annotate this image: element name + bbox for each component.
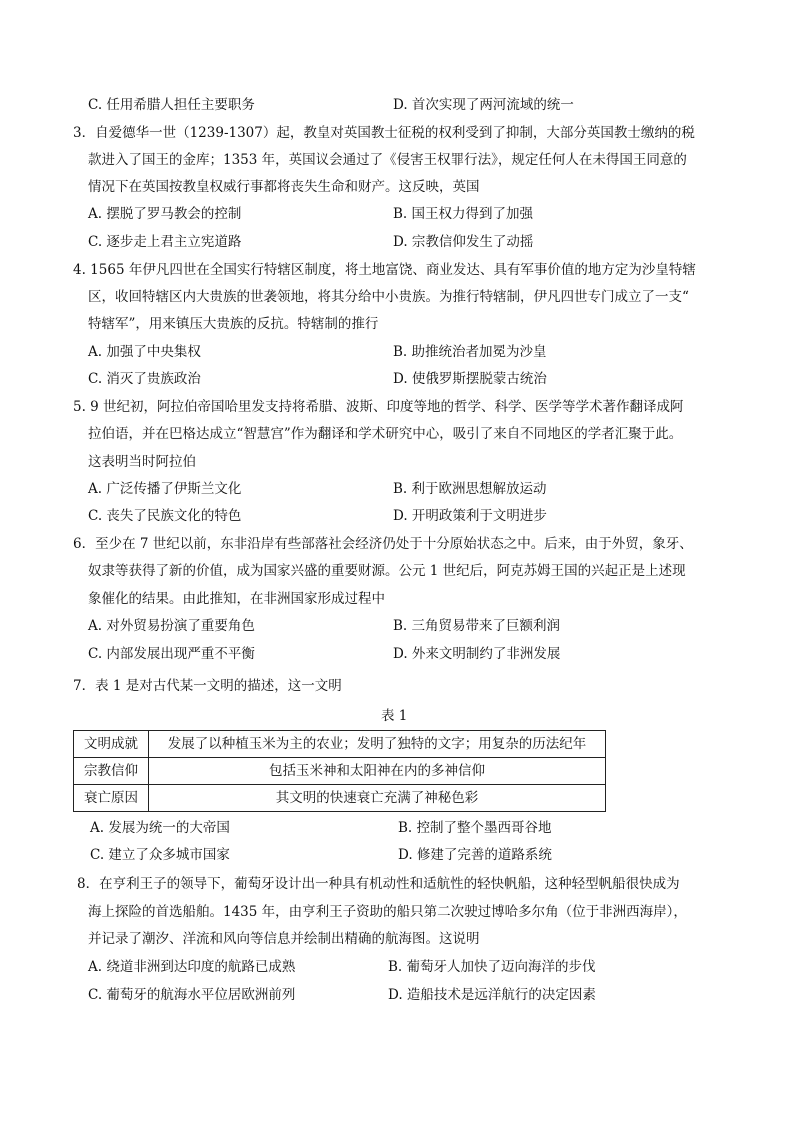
q4-option-d: D. 使俄罗斯摆脱蒙古统治 xyxy=(393,371,547,387)
q2-option-d: D. 首次实现了两河流域的统一 xyxy=(393,97,574,113)
q8-stem-line-1: 8．在亨利王子的领导下，葡萄牙设计出一种具有机动性和适航性的轻快帆船，这种轻型帆船很快成为 xyxy=(77,876,680,892)
q6-stem-line-1: 6．至少在 7 世纪以前，东非沿岸有些部落社会经济仍处于十分原始状态之中。后来，由于外贸，象牙、 xyxy=(73,536,693,552)
q3-option-d: D. 宗教信仰发生了动摇 xyxy=(393,234,534,250)
q6-option-c: C. 内部发展出现严重不平衡 xyxy=(88,646,255,662)
table-row xyxy=(74,758,606,785)
q3-stem-line-2: 款进入了国王的金库；1353 年，英国议会通过了《侵害王权罪行法》，规定任何人在未得国王同意的 xyxy=(88,152,687,168)
q5-option-b: B. 利于欧洲思想解放运动 xyxy=(393,481,547,497)
q4-option-c: C. 消灭了贵族政治 xyxy=(88,371,201,387)
q8-option-c: C. 葡萄牙的航海水平位居欧洲前列 xyxy=(88,987,296,1003)
q7-table xyxy=(73,730,606,812)
q6-stem-line-3: 象催化的结果。由此推知，在非洲国家形成过程中 xyxy=(88,591,385,607)
q4-option-a: A. 加强了中央集权 xyxy=(88,344,201,360)
table-row xyxy=(74,785,606,812)
q6-stem-line-2: 奴隶等获得了新的价值，成为国家兴盛的重要财源。公元 1 世纪后，阿克苏姆王国的兴起正是上述现 xyxy=(88,563,686,579)
q8-option-d: D. 造船技术是远洋航行的决定因素 xyxy=(388,987,596,1003)
q7-option-a: A. 发展为统一的大帝国 xyxy=(90,820,230,836)
q8-stem-line-2: 海上探险的首选船舶。1435 年，由亨利王子资助的船只第二次驶过博哈多尔角（位于非洲西海岸）， xyxy=(88,904,687,920)
q6-option-b: B. 三角贸易带来了巨额利润 xyxy=(393,618,561,634)
table-row-key: 宗教信仰 xyxy=(74,758,149,785)
q8-option-b: B. 葡萄牙人加快了迈向海洋的步伐 xyxy=(388,959,596,975)
q6-option-d: D. 外来文明制约了非洲发展 xyxy=(393,646,561,662)
q5-option-d: D. 开明政策利于文明进步 xyxy=(393,508,547,524)
q5-option-a: A. 广泛传播了伊斯兰文化 xyxy=(88,481,242,497)
q8-stem-line-3: 并记录了潮汐、洋流和风向等信息并绘制出精确的航海图。这说明 xyxy=(88,931,480,947)
q5-stem-line-3: 这表明当时阿拉伯 xyxy=(88,454,196,470)
q4-option-b: B. 助推统治者加冕为沙皇 xyxy=(393,344,547,360)
q5-stem-line-1: 5. 9 世纪初，阿拉伯帝国哈里发支持将希腊、波斯、印度等地的哲学、科学、医学等学术著作翻译成阿 xyxy=(73,399,684,415)
q7-option-b: B. 控制了整个墨西哥谷地 xyxy=(398,820,552,836)
q5-option-c: C. 丧失了民族文化的特色 xyxy=(88,508,242,524)
q2-option-c: C. 任用希腊人担任主要职务 xyxy=(88,97,255,113)
q6-option-a: A. 对外贸易扮演了重要角色 xyxy=(88,618,255,634)
q4-stem-line-3: 特辖军”，用来镇压大贵族的反抗。特辖制的推行 xyxy=(88,316,379,332)
q4-stem-line-2: 区，收回特辖区内大贵族的世袭领地，将其分给中小贵族。为推行特辖制，伊凡四世专门成立了一支“ xyxy=(88,289,689,305)
q7-table-caption: 表 1 xyxy=(381,708,408,724)
q3-stem-line-1: 3．自爱德华一世（1239-1307）起，教皇对英国教士征税的权利受到了抑制，大部分英国教士缴纳的税 xyxy=(73,125,695,141)
q4-stem-line-1: 4. 1565 年伊凡四世在全国实行特辖区制度，将土地富饶、商业发达、具有军事价值的地方定为沙皇特辖 xyxy=(73,262,696,278)
q3-option-a: A. 摆脱了罗马教会的控制 xyxy=(88,206,242,222)
table-row-value: 其文明的快速衰亡充满了神秘色彩 xyxy=(149,785,606,812)
table-row-key: 文明成就 xyxy=(74,731,149,758)
q7-stem: 7．表 1 是对古代某一文明的描述，这一文明 xyxy=(73,678,342,694)
table-row-value: 包括玉米神和太阳神在内的多神信仰 xyxy=(149,758,606,785)
q7-option-d: D. 修建了完善的道路系统 xyxy=(398,847,552,863)
q3-option-c: C. 逐步走上君主立宪道路 xyxy=(88,234,242,250)
q8-option-a: A. 绕道非洲到达印度的航路已成熟 xyxy=(88,959,296,975)
table-row-key: 衰亡原因 xyxy=(74,785,149,812)
q7-option-c: C. 建立了众多城市国家 xyxy=(90,847,230,863)
table-row-value: 发展了以种植玉米为主的农业；发明了独特的文字；用复杂的历法纪年 xyxy=(149,731,606,758)
q5-stem-line-2: 拉伯语，并在巴格达成立“智慧宫”作为翻译和学术研究中心，吸引了来自不同地区的学者汇聚于此。 xyxy=(88,426,683,442)
q3-stem-line-3: 情况下在英国按教皇权威行事都将丧失生命和财产。这反映，英国 xyxy=(88,179,480,195)
table-row xyxy=(74,731,606,758)
q3-option-b: B. 国王权力得到了加强 xyxy=(393,206,534,222)
